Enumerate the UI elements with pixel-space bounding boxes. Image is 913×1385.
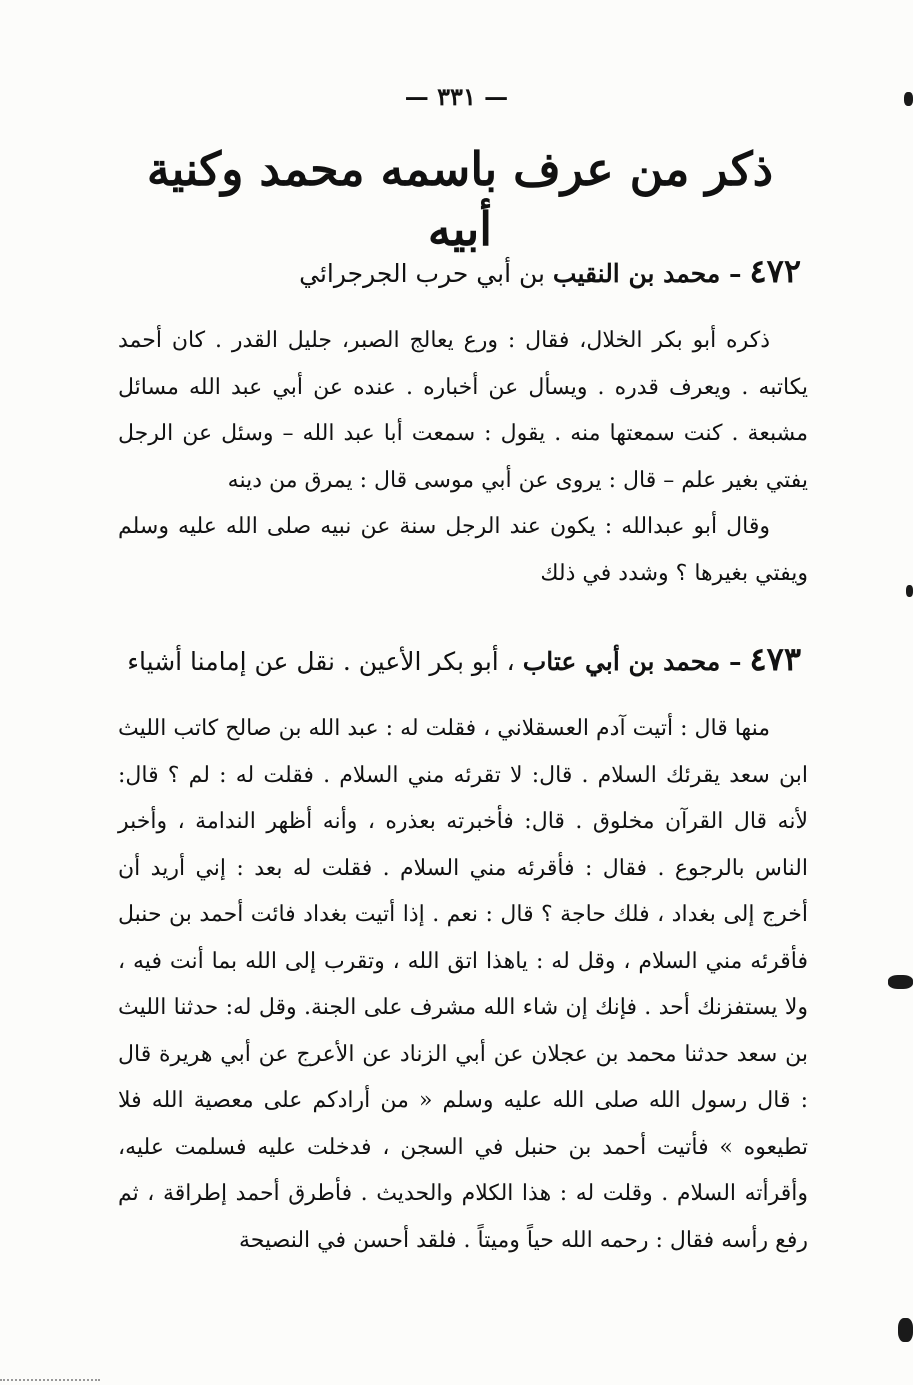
paragraph: وقال أبو عبدالله : يكون عند الرجل سنة عن نبيه صلى الله عليه وسلم ويفتي بغيرها ؟ وشدد في ذلك (118, 514, 808, 586)
entry-body-473 (118, 706, 808, 1264)
entry-description: ، أبو بكر الأعين . نقل عن إمامنا أشياء (127, 647, 515, 676)
entry-lineage: بن أبي حرب الجرجرائي (299, 259, 545, 288)
entry-name: محمد بن النقيب (552, 259, 721, 288)
chapter-title: ذكر من عرف باسمه محمد وكنية أبيه (146, 142, 774, 256)
entry-number: ٤٧٣ (749, 640, 801, 678)
entry-heading-473: ٤٧٣ – محمد بن أبي عتاب ، أبو بكر الأعين . نقل عن إمامنا أشياء (127, 640, 801, 678)
entry-name: محمد بن أبي عتاب (522, 647, 721, 676)
entry-body-472 (118, 318, 808, 597)
page-number: — ٣٣١ — (404, 82, 509, 111)
scan-artifact (904, 92, 913, 106)
scan-artifact (898, 1318, 913, 1342)
paragraph: منها قال : أتيت آدم العسقلاني ، فقلت له : عبد الله بن صالح كاتب الليث ابن سعد يقرئك السلام . قال: لا تقرئه مني السلام . فقلت له : لم ؟ قال: لأنه قال القرآن مخلوق . قال: فأخبرته بعذره ، وأنه أظهر الندامة ، وأخبر الناس بالرجوع . فقال : فأقرئه مني السلام . فقلت له بعد : إني أريد أن أخرج إلى بغداد ، فلك حاجة ؟ قال : نعم . إذا أتيت بغداد فائت أحمد بن حنبل فأقرئه مني السلام ، وقل له : ياهذا اتق الله ، وتقرب إلى الله بما أنت فيه ، ولا يستفزنك أحد . فإنك إن شاء الله مشرف على الجنة. وقل له: حدثنا الليث بن سعد حدثنا محمد بن عجلان عن أبي الزناد عن الأعرج عن أبي هريرة قال : قال رسول الله صلى الله عليه وسلم « من أرادكم على معصية الله فلا تطيعوه » فأتيت أحمد بن حنبل في السجن ، فدخلت عليه فسلمت عليه، وأقرأته السلام . وقلت له : هذا الكلام والحديث . فأطرق أحمد إطراقة ، ثم رفع رأسه فقال : رحمه الله حياً وميتاً . فلقد أحسن في النصيحة (118, 716, 808, 1253)
scan-artifact (906, 585, 913, 597)
scan-artifact (888, 975, 913, 989)
scan-edge (0, 1377, 100, 1381)
entry-number: ٤٧٢ (749, 252, 801, 290)
entry-heading-472: ٤٧٢ – محمد بن النقيب بن أبي حرب الجرجرائي (299, 252, 801, 290)
paragraph: ذكره أبو بكر الخلال، فقال : ورع يعالج الصبر، جليل القدر . كان أحمد يكاتبه . ويعرف قدره . ويسأل عن أخباره . عنده عن أبي عبد الله مسائل مشبعة . كنت سمعتها منه . يقول : سمعت أبا عبد الله – وسئل عن الرجل يفتي بغير علم – قال : يروى عن أبي موسى قال : يمرق من دينه (118, 328, 808, 493)
